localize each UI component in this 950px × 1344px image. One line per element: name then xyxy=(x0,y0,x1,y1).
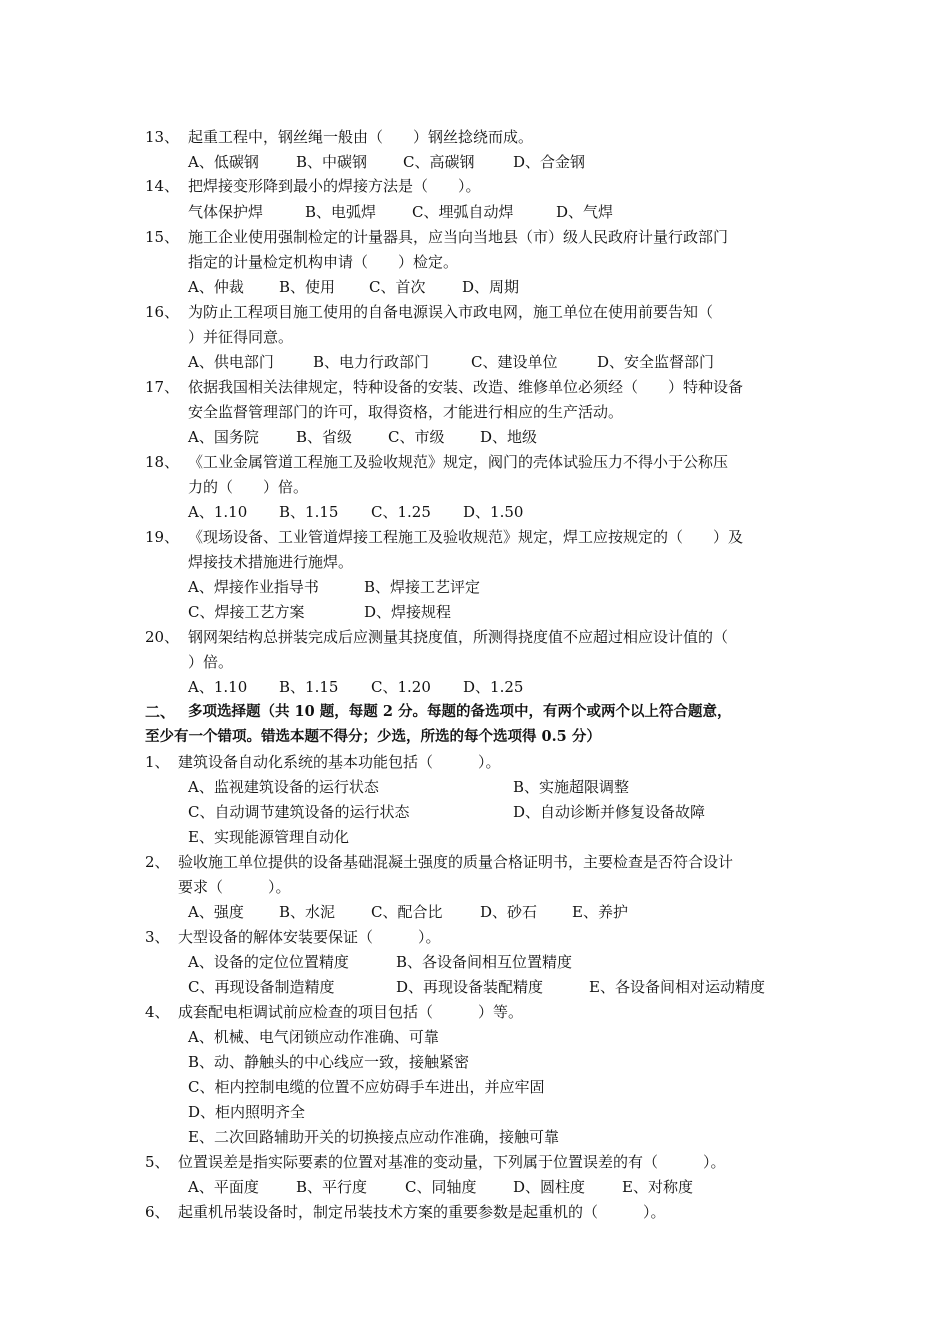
option: C、配合比 xyxy=(371,903,443,921)
option: C、自动调节建筑设备的运行状态 xyxy=(188,803,410,821)
question-text: 起重机吊装设备时，制定吊装技术方案的重要参数是起重机的（ ）。 xyxy=(178,1203,666,1221)
option: D、砂石 xyxy=(480,903,538,921)
question-text: 验收施工单位提供的设备基础混凝土强度的质量合格证明书，主要检查是否符合设计 xyxy=(178,853,734,871)
question-text: 位置误差是指实际要素的位置对基准的变动量，下列属于位置误差的有（ ）。 xyxy=(178,1153,726,1171)
option: A、1.10 xyxy=(188,678,248,696)
question-text: 为防止工程项目施工使用的自备电源误入市政电网，施工单位在使用前要告知（ xyxy=(188,303,714,321)
option: A、焊接作业指导书 xyxy=(188,578,319,596)
question-text: 《现场设备、工业管道焊接工程施工及验收规范》规定，焊工应按规定的（ ）及 xyxy=(188,528,744,546)
question-number: 5、 xyxy=(145,1153,170,1171)
question-number: 15、 xyxy=(145,228,180,246)
option: A、机械、电气闭锁应动作准确、可靠 xyxy=(188,1028,439,1046)
option: D、自动诊断并修复设备故障 xyxy=(513,803,706,821)
option: B、使用 xyxy=(279,278,336,296)
option: E、二次回路辅助开关的切换接点应动作准确，接触可靠 xyxy=(188,1128,559,1146)
question-text: 施工企业使用强制检定的计量器具，应当向当地县（市）级人民政府计量行政部门 xyxy=(188,228,729,246)
option: D、再现设备装配精度 xyxy=(396,978,544,996)
question-number: 17、 xyxy=(145,378,180,396)
option: C、焊接工艺方案 xyxy=(188,603,305,621)
option: D、1.50 xyxy=(463,503,524,521)
option: A、设备的定位位置精度 xyxy=(188,953,349,971)
question-number: 20、 xyxy=(145,628,180,646)
option: C、首次 xyxy=(369,278,426,296)
question-number: 6、 xyxy=(145,1203,170,1221)
question-text: 把焊接变形降到最小的焊接方法是（ ）。 xyxy=(188,177,481,195)
option: D、焊接规程 xyxy=(364,603,452,621)
option: C、1.20 xyxy=(371,678,431,696)
question-text: 依据我国相关法律规定，特种设备的安装、改造、维修单位必须经（ ）特种设备 xyxy=(188,378,744,396)
question-text: ）倍。 xyxy=(188,653,234,671)
option: A、平面度 xyxy=(188,1178,259,1196)
section-number: 二、 xyxy=(145,703,176,721)
question-number: 14、 xyxy=(145,177,180,195)
question-text: 安全监督管理部门的许可，取得资格，才能进行相应的生产活动。 xyxy=(188,403,624,421)
option: D、1.25 xyxy=(463,678,524,696)
option: A、1.10 xyxy=(188,503,248,521)
option: B、电弧焊 xyxy=(305,203,377,221)
question-text: 成套配电柜调试前应检查的项目包括（ ）等。 xyxy=(178,1003,524,1021)
option: E、对称度 xyxy=(622,1178,693,1196)
question-text: ）并征得同意。 xyxy=(188,328,294,346)
question-text: 起重工程中，钢丝绳一般由（ ）钢丝捻绕而成。 xyxy=(188,128,534,146)
option: B、电力行政部门 xyxy=(313,353,430,371)
option: D、安全监督部门 xyxy=(597,353,715,371)
option: C、市级 xyxy=(388,428,445,446)
question-text: 力的（ ）倍。 xyxy=(188,478,309,496)
option: B、焊接工艺评定 xyxy=(364,578,481,596)
option: E、养护 xyxy=(572,903,628,921)
question-text: 要求（ ）。 xyxy=(178,878,291,896)
question-number: 18、 xyxy=(145,453,180,471)
section-heading: 多项选择题（共 10 题，每题 2 分。每题的备选项中，有两个或两个以上符合题意， xyxy=(188,703,732,720)
option: A、供电部门 xyxy=(188,353,274,371)
question-number: 3、 xyxy=(145,928,170,946)
option: E、各设备间相对运动精度 xyxy=(589,978,765,996)
question-text: 指定的计量检定机构申请（ ）检定。 xyxy=(188,253,459,271)
question-number: 19、 xyxy=(145,528,180,546)
section-heading: 至少有一个错项。错选本题不得分；少选，所选的每个选项得 0.5 分） xyxy=(145,728,601,745)
option: B、动、静触头的中心线应一致，接触紧密 xyxy=(188,1053,470,1071)
question-number: 13、 xyxy=(145,128,180,146)
option: C、再现设备制造精度 xyxy=(188,978,335,996)
option: D、地级 xyxy=(480,428,538,446)
option: A、强度 xyxy=(188,903,244,921)
option: B、省级 xyxy=(296,428,353,446)
option: E、实现能源管理自动化 xyxy=(188,828,349,846)
question-text: 《工业金属管道工程施工及验收规范》规定，阀门的壳体试验压力不得小于公称压 xyxy=(188,453,729,471)
option: C、1.25 xyxy=(371,503,431,521)
option: C、建设单位 xyxy=(471,353,558,371)
question-number: 4、 xyxy=(145,1003,170,1021)
option: B、1.15 xyxy=(279,503,339,521)
option: 气体保护焊 xyxy=(188,203,264,221)
option: B、平行度 xyxy=(296,1178,368,1196)
option: B、中碳钢 xyxy=(296,153,368,171)
option: B、各设备间相互位置精度 xyxy=(396,953,573,971)
option: D、圆柱度 xyxy=(513,1178,586,1196)
option: D、柜内照明齐全 xyxy=(188,1103,306,1121)
option: A、监视建筑设备的运行状态 xyxy=(188,778,379,796)
option: A、国务院 xyxy=(188,428,259,446)
question-text: 大型设备的解体安装要保证（ ）。 xyxy=(178,928,441,946)
option: C、柜内控制电缆的位置不应妨碍手车进出，并应牢固 xyxy=(188,1078,545,1096)
question-text: 建筑设备自动化系统的基本功能包括（ ）。 xyxy=(178,753,501,771)
option: D、气焊 xyxy=(556,203,614,221)
question-number: 1、 xyxy=(145,753,170,771)
option: C、同轴度 xyxy=(405,1178,477,1196)
option: A、仲裁 xyxy=(188,278,244,296)
question-text: 焊接技术措施进行施焊。 xyxy=(188,553,354,571)
option: B、1.15 xyxy=(279,678,339,696)
option: B、水泥 xyxy=(279,903,336,921)
option: C、高碳钢 xyxy=(403,153,475,171)
question-number: 16、 xyxy=(145,303,180,321)
option: D、合金钢 xyxy=(513,153,586,171)
question-number: 2、 xyxy=(145,853,170,871)
option: C、埋弧自动焊 xyxy=(412,203,514,221)
option: D、周期 xyxy=(462,278,520,296)
question-text: 钢网架结构总拼装完成后应测量其挠度值，所测得挠度值不应超过相应设计值的（ xyxy=(188,628,729,646)
option: A、低碳钢 xyxy=(188,153,259,171)
option: B、实施超限调整 xyxy=(513,778,630,796)
